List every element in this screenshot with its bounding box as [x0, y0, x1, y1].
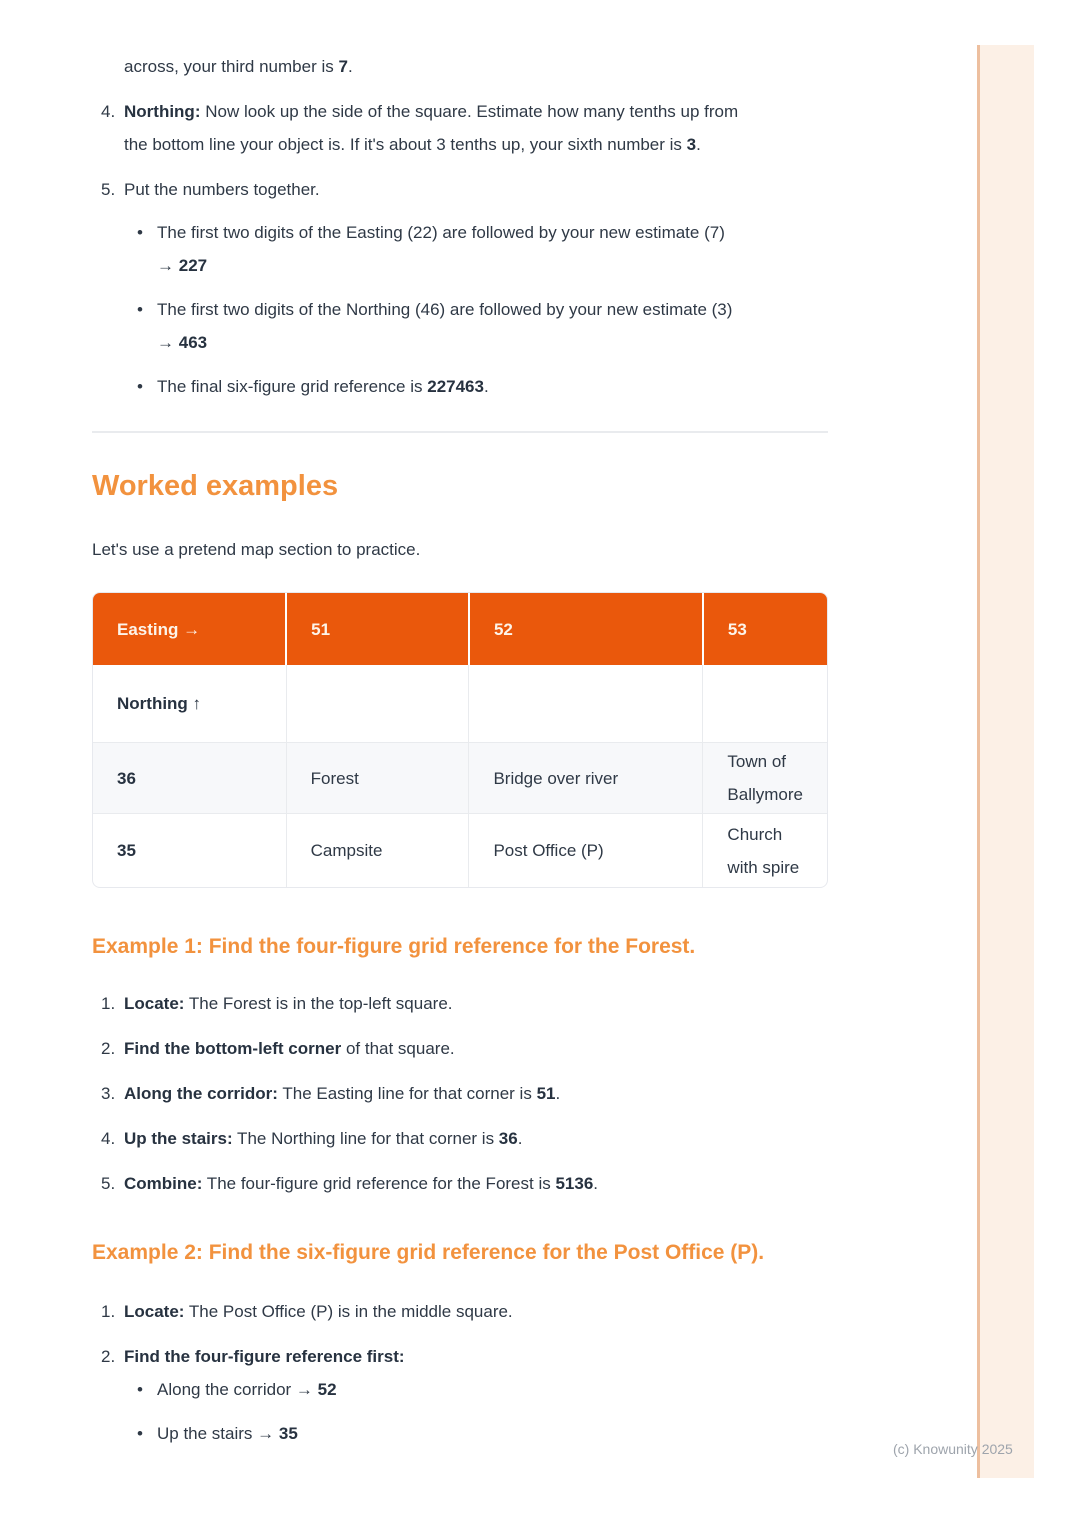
item-text-line: Find the four-figure reference first: — [124, 1347, 405, 1366]
easting-header-cell: Easting → — [93, 593, 286, 665]
bullet-text: Along the corridor → 52 — [157, 1380, 337, 1399]
bullet-item — [137, 1373, 405, 1406]
northing-row — [93, 665, 827, 743]
example-1-list — [92, 987, 828, 1200]
grid-reference-table — [93, 593, 827, 887]
item-number: 5. — [101, 1174, 116, 1193]
header-row — [93, 593, 827, 665]
list-continuation-line: across, your third number is 7. — [124, 57, 353, 76]
bullet-text: The final six-figure grid reference is 227463. — [157, 377, 489, 396]
bullet-item — [137, 216, 744, 282]
ordered-item-5 — [101, 173, 828, 414]
bullet-icon: • — [137, 377, 143, 396]
bullet-text: The first two digits of the Easting (22) are followed by your new estimate (7) → 227 — [157, 223, 725, 275]
table-row-35 — [93, 814, 827, 888]
worked-examples-title: Worked examples — [92, 470, 339, 502]
row-header-cell: 35 — [93, 814, 286, 888]
table-cell: Post Office (P) — [469, 814, 703, 888]
bullet-icon: • — [137, 1424, 143, 1443]
table-cell: Forest — [286, 743, 469, 814]
table-cell: Campsite — [286, 814, 469, 888]
list-item — [101, 1167, 828, 1200]
grid-table-wrap — [92, 592, 828, 888]
item-text — [124, 1340, 405, 1461]
table-cell: Church with spire — [703, 814, 827, 888]
item-text: Up the stairs: The Northing line for that corner is 36. — [124, 1129, 523, 1148]
item-text — [124, 173, 744, 414]
item-number: 5. — [101, 180, 116, 199]
row-header-cell: Northing ↑ — [93, 665, 286, 743]
page-edge-stripe — [977, 45, 1034, 1478]
item-text: Along the corridor: The Easting line for that corner is 51. — [124, 1084, 561, 1103]
table-row-36 — [93, 743, 827, 814]
item-number: 2. — [101, 1347, 116, 1366]
item-number: 1. — [101, 994, 116, 1013]
bullet-item — [137, 370, 744, 403]
ordered-item-4 — [101, 95, 828, 161]
list-item — [101, 1122, 828, 1155]
bullet-list — [137, 216, 744, 403]
list-item — [101, 1295, 828, 1328]
item-text: Locate: The Post Office (P) is in the middle square. — [124, 1302, 513, 1321]
item-number: 4. — [101, 1129, 116, 1148]
table-cell — [286, 665, 469, 743]
item-number: 2. — [101, 1039, 116, 1058]
bullet-item — [137, 293, 744, 359]
header-cell: 52 — [469, 593, 703, 665]
table-cell — [703, 665, 827, 743]
table-header — [93, 593, 827, 665]
list-item — [101, 1032, 828, 1065]
example-1-title: Example 1: Find the four-figure grid reference for the Forest. — [92, 935, 696, 958]
item-text: Locate: The Forest is in the top-left square. — [124, 994, 453, 1013]
bullet-list — [137, 1373, 405, 1450]
item-text: Combine: The four-figure grid reference for the Forest is 5136. — [124, 1174, 599, 1193]
item-number: 3. — [101, 1084, 116, 1103]
bullet-icon: • — [137, 223, 143, 242]
list-item — [101, 987, 828, 1020]
item-number: 1. — [101, 1302, 116, 1321]
practice-intro-text: Let's use a pretend map section to practice. — [92, 540, 421, 559]
header-cell: 51 — [286, 593, 469, 665]
list-item — [101, 1077, 828, 1110]
table-cell: Town of Ballymore — [703, 743, 827, 814]
bullet-item — [137, 1417, 405, 1450]
copyright-notice: (c) Knowunity 2025 — [893, 1441, 1013, 1457]
example-2-title: Example 2: Find the six-figure grid reference for the Post Office (P). — [92, 1241, 765, 1264]
bullet-text: Up the stairs → 35 — [157, 1424, 298, 1443]
example-2-list — [92, 1295, 828, 1461]
item-text-line: Put the numbers together. — [124, 180, 320, 199]
bullet-text: The first two digits of the Northing (46) are followed by your new estimate (3) → 463 — [157, 300, 733, 352]
bullet-icon: • — [137, 300, 143, 319]
bullet-icon: • — [137, 1380, 143, 1399]
document-content — [92, 50, 828, 1473]
table-cell: Bridge over river — [469, 743, 703, 814]
list-item — [101, 1340, 828, 1461]
item-text: Northing: Now look up the side of the square. Estimate how many tenths up from the bottom line your object is. If it's about 3 tenths up, your sixth number is 3. — [124, 102, 739, 154]
row-header-cell: 36 — [93, 743, 286, 814]
item-number: 4. — [101, 102, 116, 121]
divider — [92, 431, 828, 433]
item-text: Find the bottom-left corner of that square. — [124, 1039, 455, 1058]
table-body — [93, 665, 827, 887]
table-cell — [469, 665, 703, 743]
header-cell: 53 — [703, 593, 827, 665]
